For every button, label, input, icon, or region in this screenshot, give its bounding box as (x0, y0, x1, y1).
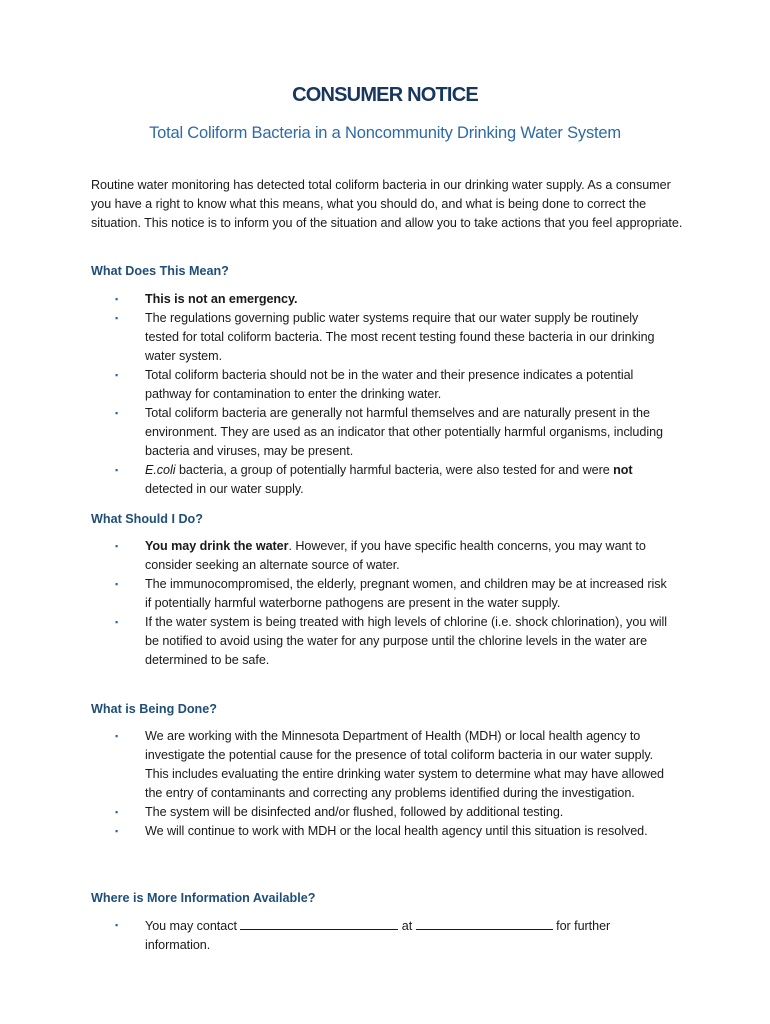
page-subtitle: Total Coliform Bacteria in a Noncommunity Drinking Water System (149, 124, 621, 142)
list-item (115, 822, 675, 841)
list-item-text: The regulations governing public water systems require that our water supply be routinely tested for total coliform bacteria. The most recent testing found these bacteria in our drinking water system. (145, 311, 655, 363)
bullet-icon: ▪ (115, 579, 119, 589)
list-item (115, 916, 675, 955)
list-item (115, 575, 675, 613)
bullet-icon: ▪ (115, 465, 119, 475)
section1-list (115, 290, 675, 499)
list-item (115, 290, 675, 309)
bullet-icon: ▪ (115, 807, 119, 817)
emphasis-not: not (613, 463, 633, 477)
list-item-text: The system will be disinfected and/or flushed, followed by additional testing. (145, 805, 564, 819)
section-heading-what-is-being-done: What is Being Done? (91, 702, 217, 716)
bullet-icon: ▪ (115, 370, 119, 380)
section-heading-more-information: Where is More Information Available? (91, 891, 316, 905)
list-item-text: bacteria, a group of potentially harmful bacteria, were also tested for and were (175, 463, 614, 477)
ecoli-term: E.coli (145, 463, 176, 477)
section4-list (115, 916, 675, 955)
list-item-text: We will continue to work with MDH or the local health agency until this situation is resolved. (145, 824, 648, 838)
section-heading-what-does-this-mean: What Does This Mean? (91, 264, 229, 278)
list-item-text: This is not an emergency. (145, 292, 298, 306)
contact-name-blank[interactable] (240, 916, 398, 930)
bullet-icon: ▪ (115, 731, 119, 741)
list-item-text: . However, if you have specific health concerns, you may want to consider seeking an alternate source of water. (145, 539, 646, 572)
bullet-icon: ▪ (115, 313, 119, 323)
list-item-text: Total coliform bacteria are generally not harmful themselves and are naturally present in the environment. They are used as an indicator that other potentially harmful organisms, including bacteria and viruses, may be present. (145, 406, 663, 458)
bullet-icon: ▪ (115, 294, 119, 304)
list-item (115, 803, 675, 822)
bullet-icon: ▪ (115, 408, 119, 418)
list-item (115, 309, 675, 366)
list-item (115, 366, 675, 404)
contact-text-b: at (398, 919, 416, 933)
list-item (115, 537, 675, 575)
contact-text-a: You may contact (145, 919, 241, 933)
section-heading-what-should-i-do: What Should I Do? (91, 512, 203, 526)
list-item (115, 461, 675, 499)
list-item-text: We are working with the Minnesota Department of Health (MDH) or local health agency to investigate the potential cause for the presence of total coliform bacteria in our water supply. This includes evaluating the entire drinking water system to determine what may have allowed the entry of contaminants and correcting any problems identified during the investigation. (145, 729, 665, 800)
bullet-icon: ▪ (115, 541, 119, 551)
list-item-bold: You may drink the water (145, 539, 289, 553)
section2-list (115, 537, 675, 670)
list-item-text-end: detected in our water supply. (145, 482, 304, 496)
bullet-icon: ▪ (115, 920, 119, 930)
intro-paragraph: Routine water monitoring has detected total coliform bacteria in our drinking water supply. As a consumer you have a right to know what this means, what you should do, and what is being done to correct the situation. This notice is to inform you of the situation and allow you to take actions that you feel appropriate. (91, 178, 683, 230)
list-item (115, 727, 675, 803)
page-title: CONSUMER NOTICE (292, 84, 478, 106)
contact-text-c: for further information. (145, 919, 611, 952)
list-item-text: Total coliform bacteria should not be in the water and their presence indicates a potential pathway for contamination to enter the drinking water. (145, 368, 634, 401)
list-item-text: If the water system is being treated with high levels of chlorine (i.e. shock chlorination), you will be notified to avoid using the water for any purpose until the chlorine levels in the water are determined to be safe. (145, 615, 668, 667)
bullet-icon: ▪ (115, 826, 119, 836)
section3-list (115, 727, 675, 841)
list-item-text: The immunocompromised, the elderly, pregnant women, and children may be at increased risk if potentially harmful waterborne pathogens are present in the water supply. (145, 577, 667, 610)
bullet-icon: ▪ (115, 617, 119, 627)
list-item (115, 404, 675, 461)
contact-phone-blank[interactable] (416, 916, 553, 930)
list-item (115, 613, 675, 670)
